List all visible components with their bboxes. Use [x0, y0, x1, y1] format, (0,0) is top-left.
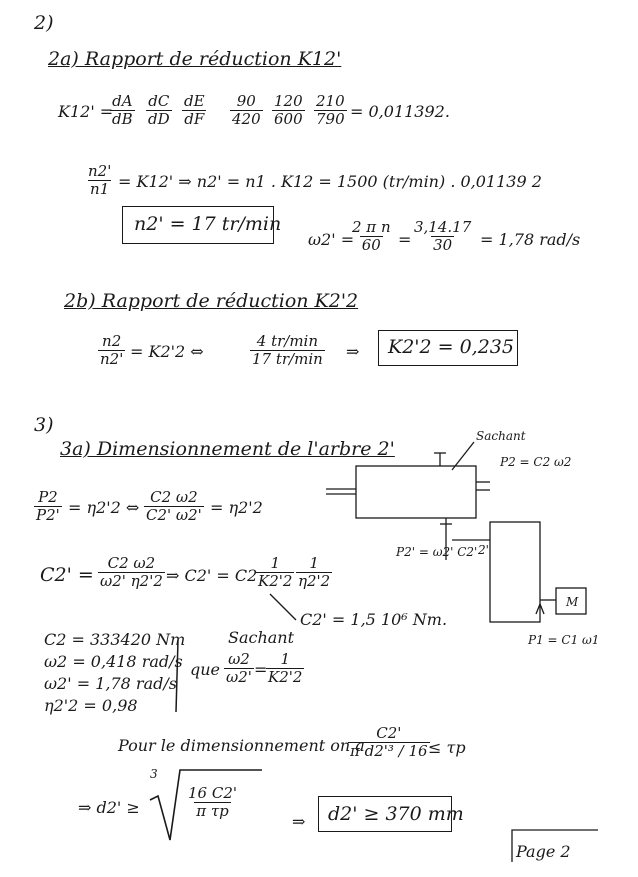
page-label-frame: [512, 830, 598, 862]
sachant-omega-den: ω2': [226, 667, 252, 686]
speed-17-den: 17 tr/min: [252, 349, 323, 368]
p2p-den: P2': [36, 505, 60, 524]
p-eta-relation: = η2'2 ⇔: [68, 498, 140, 517]
ratio-de-num: dE: [184, 92, 205, 110]
k12-lhs: K12' =: [58, 102, 114, 121]
lower-reducer-box: [490, 522, 540, 622]
torsion-num: C2': [376, 724, 402, 742]
ratio-da-num: dA: [112, 92, 133, 110]
p2-num: P2: [38, 488, 58, 506]
section-3-marker: 3): [34, 414, 54, 436]
section-3a-title: 3a) Dimensionnement de l'arbre 2': [60, 438, 395, 460]
values-bracket: [176, 640, 178, 712]
sachant-label: Sachant: [228, 628, 295, 647]
torsion-den: π d2'³ / 16: [350, 741, 428, 760]
inverse-k-num: 1: [270, 554, 280, 572]
sachant-k-num: 1: [280, 650, 290, 668]
mechanism-diagram: [326, 442, 586, 622]
k12-result: = 0,011392.: [350, 102, 450, 121]
n1-den: n1: [90, 179, 110, 198]
inverse-eta-num: 1: [309, 554, 319, 572]
ratio-790-den: 790: [316, 109, 345, 128]
diagram-p1-label: P1 = C1 ω1: [528, 633, 600, 647]
section-2b-title: 2b) Rapport de réduction K2'2: [64, 290, 359, 312]
pour-dimensionnement: Pour le dimensionnement on a: [118, 736, 365, 755]
n2p-den: n2': [100, 349, 124, 368]
section-2a-title: 2a) Rapport de réduction K12': [48, 48, 342, 70]
ratio-dc-num: dC: [148, 92, 170, 110]
value-eta: η2'2 = 0,98: [44, 696, 138, 715]
c2p-lhs: C2' =: [40, 564, 94, 586]
d2p-arrow: ⇒: [292, 812, 306, 831]
c2pw2p-den: C2' ω2': [146, 505, 202, 524]
n2-num: n2: [102, 332, 122, 350]
ratio-600-den: 600: [274, 109, 303, 128]
d2p-lhs: ⇒ d2' ≥: [78, 798, 140, 817]
omega2p-lhs: ω2' =: [308, 230, 355, 249]
k2p2-arrow: ⇒: [346, 342, 360, 361]
k2p2-result: K2'2 = 0,235: [388, 336, 514, 358]
sachant-k-den: K2'2: [268, 667, 303, 686]
n2p-result: n2' = 17 tr/min: [134, 213, 282, 235]
diagram-motor-label: M: [566, 595, 579, 609]
speed-4-num: 4 tr/min: [256, 332, 319, 350]
page-label: Page 2: [516, 842, 571, 861]
value-c2: C2 = 333420 Nm: [44, 630, 186, 649]
sachant-equals: =: [254, 660, 268, 679]
section-2-marker: 2): [34, 12, 54, 34]
ratio-120-num: 120: [274, 92, 303, 110]
sachant-omega-num: ω2: [228, 650, 250, 668]
ratio-210-num: 210: [316, 92, 345, 110]
diagram-2p-label: 2': [478, 543, 489, 557]
omega-60-den: 60: [361, 235, 381, 254]
c2w2-num: C2 ω2: [150, 488, 198, 506]
c-eta-relation: = η2'2: [210, 498, 263, 517]
upper-reducer-box: [356, 466, 476, 518]
diagram-sachant-label: Sachant: [476, 429, 526, 443]
omega-values-num: 3,14.17: [414, 218, 472, 236]
diagram-p2p-label: P2' = ω2' C2': [396, 545, 478, 559]
inverse-k-den: K2'2: [258, 571, 293, 590]
value-omega2: ω2 = 0,418 rad/s: [44, 652, 183, 671]
omega2p-result: = 1,78 rad/s: [480, 230, 581, 249]
c2p-result: C2' = 1,5 10⁶ Nm.: [300, 610, 448, 629]
inverse-eta-den: η2'2: [298, 571, 331, 590]
d2p-result: d2' ≥ 370 mm: [328, 803, 464, 825]
n2p-num: n2': [88, 162, 112, 180]
omega-2pin-num: 2 π n: [352, 218, 391, 236]
root-index: 3: [150, 767, 158, 781]
torsion-inequality: ≤ τp: [428, 738, 466, 757]
motor-box: [556, 588, 586, 614]
c2p-formula-num: C2 ω2: [107, 554, 156, 572]
c2p-result-arrow: [270, 594, 296, 620]
ratio-90-num: 90: [236, 92, 256, 110]
diagram-p2-label: P2 = C2 ω2: [500, 455, 572, 469]
ratio-420-den: 420: [232, 109, 261, 128]
c2p-formula-den: ω2' η2'2: [100, 571, 163, 590]
k2p2-relation: = K2'2 ⇔: [130, 342, 204, 361]
radical-sign: [150, 767, 262, 840]
c2p-implication: ⇒ C2' = C2: [166, 566, 258, 585]
n2p-relation: = K12' ⇒ n2' = n1 . K12 = 1500 (tr/min) . 0,01139 2: [118, 172, 542, 191]
root-den: π τp: [196, 801, 229, 820]
omega-30-den: 30: [433, 235, 453, 254]
ratio-db-den: dB: [112, 109, 133, 128]
ratio-dd-den: dD: [148, 109, 170, 128]
value-omega2p: ω2' = 1,78 rad/s: [44, 674, 177, 693]
sachant-que: que: [190, 660, 221, 679]
equals-sign: =: [398, 230, 412, 249]
root-num: 16 C2': [188, 784, 237, 802]
ratio-df-den: dF: [184, 109, 205, 128]
